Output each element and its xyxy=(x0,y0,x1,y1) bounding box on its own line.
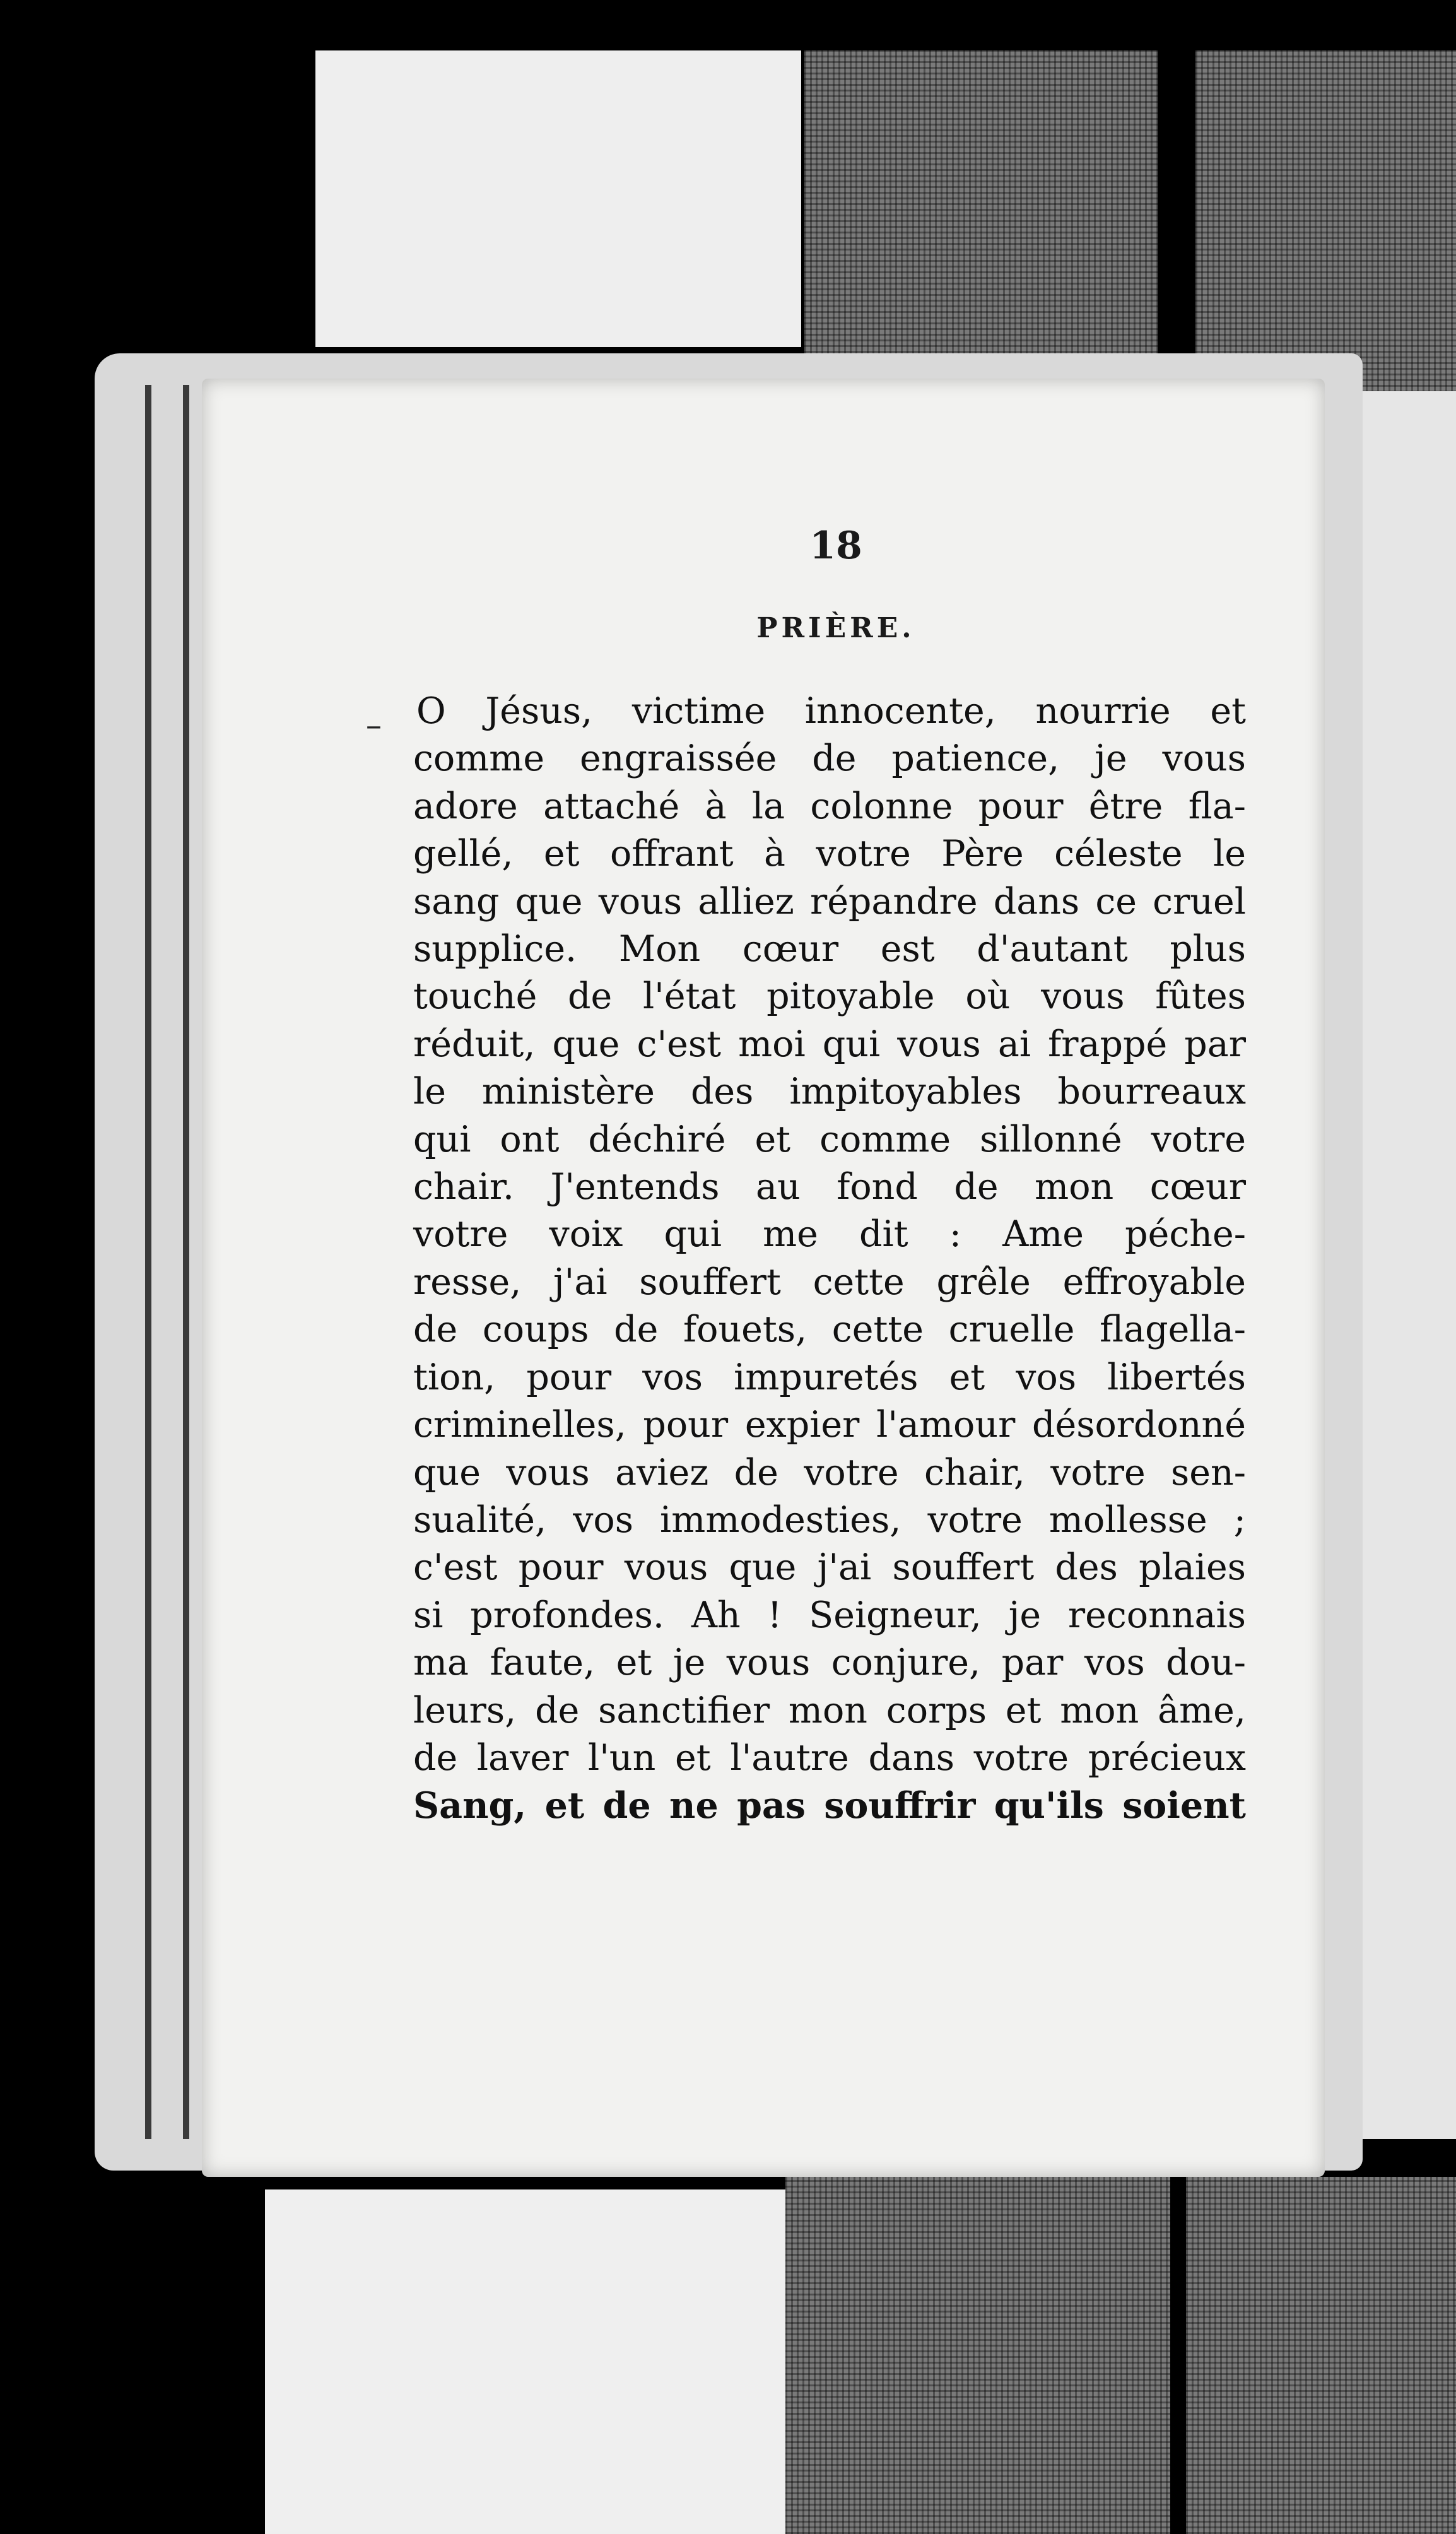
background-paper-top xyxy=(315,50,801,347)
text-line: resse, j'ai souffert cette grêle effroyable xyxy=(413,1261,1246,1303)
text-line: touché de l'état pitoyable où vous fûtes xyxy=(413,975,1246,1018)
cloth-texture-bottom-left xyxy=(785,2177,1170,2534)
text-line: tion, pour vos impuretés et vos libertés xyxy=(413,1356,1246,1398)
text-line: chair. J'entends au fond de mon cœur xyxy=(413,1166,1246,1208)
text-line: gellé, et offrant à votre Père céleste le xyxy=(413,833,1246,875)
text-line: adore attaché à la colonne pour être fla- xyxy=(413,785,1246,827)
margin-mark: – xyxy=(366,707,382,743)
book-page xyxy=(202,379,1325,2177)
text-line: Sang, et de ne pas souffrir qu'ils soient xyxy=(413,1784,1246,1827)
text-line: votre voix qui me dit : Ame péche- xyxy=(413,1213,1246,1256)
text-line: sang que vous alliez répandre dans ce cruel xyxy=(413,880,1246,922)
cloth-texture-top-right xyxy=(1195,50,1456,404)
text-line: si profondes. Ah ! Seigneur, je reconnais xyxy=(413,1594,1246,1636)
text-line: qui ont déchiré et comme sillonné votre xyxy=(413,1118,1246,1160)
section-heading: PRIÈRE. xyxy=(756,612,915,644)
text-line: de laver l'un et l'autre dans votre précieux xyxy=(413,1736,1246,1779)
page-edge-line xyxy=(145,385,151,2139)
page-number: 18 xyxy=(809,524,862,568)
text-line: O Jésus, victime innocente, nourrie et xyxy=(416,690,1246,732)
text-line: de coups de fouets, cette cruelle flagella- xyxy=(413,1309,1246,1351)
background-paper-bottom xyxy=(265,2189,789,2534)
prayer-text xyxy=(413,688,1246,1830)
adjacent-page-edge xyxy=(1350,391,1456,2139)
text-line: sualité, vos immodesties, votre mollesse ; xyxy=(413,1499,1246,1541)
text-line: leurs, de sanctifier mon corps et mon âme, xyxy=(413,1689,1246,1731)
text-line: que vous aviez de votre chair, votre sen- xyxy=(413,1451,1246,1494)
cloth-texture-bottom-right xyxy=(1186,2177,1456,2534)
text-line: criminelles, pour expier l'amour désordonné xyxy=(413,1404,1246,1446)
text-line: supplice. Mon cœur est d'autant plus xyxy=(413,928,1246,970)
text-line: réduit, que c'est moi qui vous ai frappé par xyxy=(413,1023,1246,1065)
page-edge-line xyxy=(183,385,189,2139)
cloth-texture-top-left xyxy=(804,50,1158,404)
text-line: c'est pour vous que j'ai souffert des plaies xyxy=(413,1547,1246,1589)
text-line: le ministère des impitoyables bourreaux xyxy=(413,1071,1246,1113)
text-line: ma faute, et je vous conjure, par vos dou- xyxy=(413,1642,1246,1684)
text-line: comme engraissée de patience, je vous xyxy=(413,738,1246,780)
